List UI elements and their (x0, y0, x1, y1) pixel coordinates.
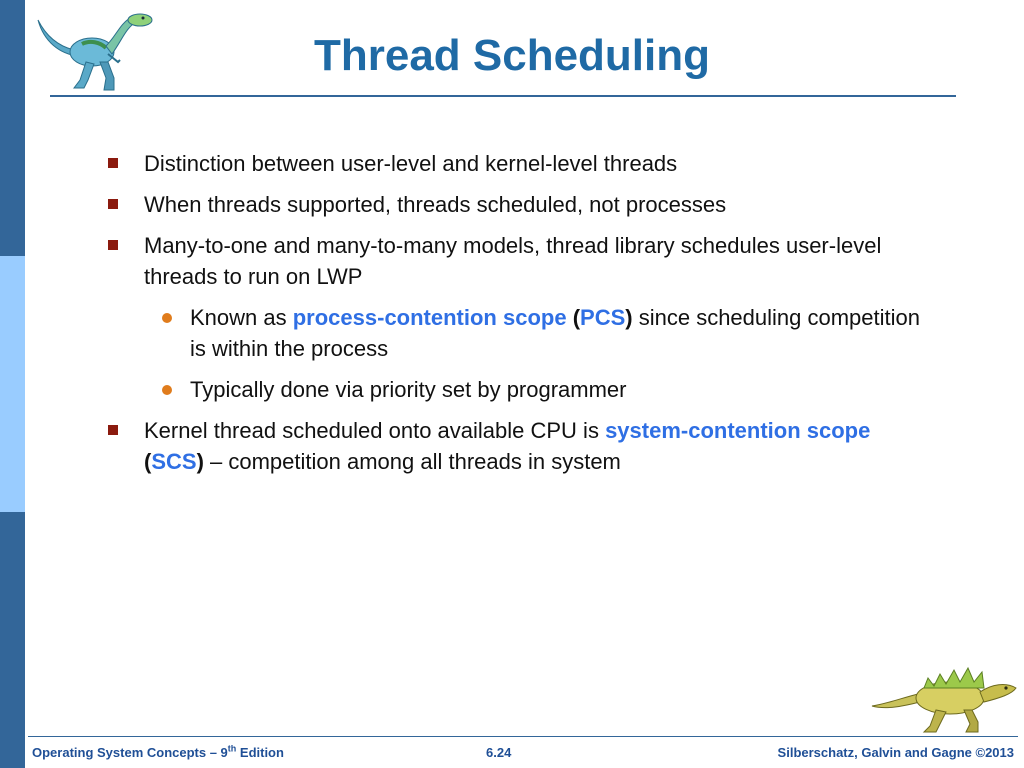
slide-title: Thread Scheduling (313, 31, 711, 80)
sub-bullet-item (104, 302, 924, 364)
sub-bullet-item (104, 374, 924, 405)
bullet-text-prefix: Kernel thread scheduled onto available CPU is (144, 418, 606, 443)
dinosaur-standing-icon (34, 6, 158, 94)
square-bullet-icon (108, 425, 118, 435)
sidebar-bottom-block (0, 512, 25, 768)
bullet-text: Distinction between user-level and kernel-level threads (144, 151, 678, 176)
paren-open: ( (566, 305, 581, 330)
bullet-item (104, 148, 924, 179)
round-bullet-icon (162, 313, 172, 323)
footer-edition-superscript: th (227, 743, 237, 754)
title-divider (50, 95, 956, 97)
footer-edition-label: Edition (236, 745, 284, 760)
square-bullet-icon (108, 158, 118, 168)
term-highlight: system-contention scope (605, 418, 871, 443)
sidebar-top-block (0, 0, 25, 256)
bullet-text: When threads supported, threads scheduled, not processes (144, 192, 727, 217)
footer-copyright: Silberschatz, Galvin and Gagne ©2013 (777, 745, 1014, 760)
paren-close: ) (196, 449, 204, 474)
sidebar-decoration (0, 0, 25, 768)
footer-book-title-main: Operating System Concepts – 9 (32, 745, 228, 760)
bullet-item (104, 230, 924, 292)
sub-bullet-text-prefix: Known as (190, 305, 293, 330)
bullet-text: Many-to-one and many-to-many models, thread library schedules user-level threads to run on LWP (144, 233, 882, 289)
footer-divider (28, 736, 1018, 737)
sidebar-middle-block (0, 256, 25, 512)
dinosaur-walking-icon (866, 660, 1022, 736)
sub-bullet-text-suffix: since scheduling competition is within the process (190, 305, 920, 361)
square-bullet-icon (108, 240, 118, 250)
slide-content (104, 148, 924, 487)
bullet-item (104, 189, 924, 220)
bullet-item (104, 415, 924, 477)
square-bullet-icon (108, 199, 118, 209)
term-highlight: process-contention scope (292, 305, 567, 330)
round-bullet-icon (162, 385, 172, 395)
paren-close: ) (625, 305, 633, 330)
paren-open: ( (144, 449, 152, 474)
bullet-text-suffix: – competition among all threads in system (203, 449, 621, 474)
footer-book-title (32, 744, 284, 762)
page-number: 6.24 (486, 745, 512, 760)
abbreviation-highlight: PCS (580, 305, 626, 330)
sub-bullet-text: Typically done via priority set by programmer (190, 377, 627, 402)
abbreviation-highlight: SCS (151, 449, 197, 474)
